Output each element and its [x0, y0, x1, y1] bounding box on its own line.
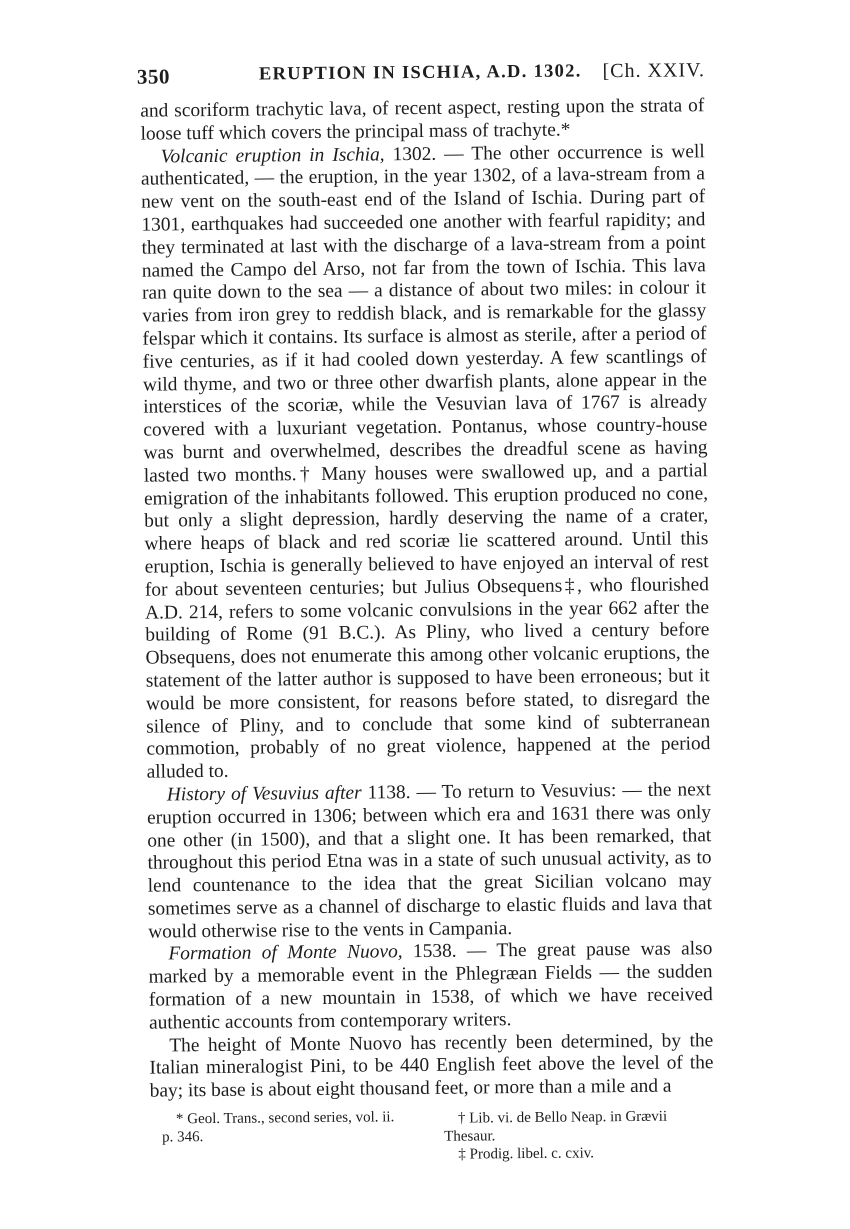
paragraph-ischia-eruption: [141, 141, 711, 785]
paragraph-vesuvius-history: [147, 779, 713, 944]
paragraph-continuation: [140, 95, 704, 146]
chapter-label: [Ch. XXIV.: [602, 59, 706, 83]
running-title: ERUPTION IN ISCHIA, A.D. 1302.: [258, 61, 582, 85]
paragraph-monte-nuovo-height: [149, 1030, 714, 1104]
footnote-star: [162, 1108, 420, 1146]
footnote-star-line1: * Geol. Trans., second series, vol. ii.: [175, 1109, 395, 1128]
footnote-star-line2: p. 346.: [162, 1129, 204, 1146]
paragraph-text: 1302. — The other occurrence is well authenticated, — the eruption, in the year 1302, of a lava-stream from a new vent on the south-east end of the Island of Ischia. During part of 1301, earthquakes had succeeded one another with fearful rapidity; and they terminated at last with the discharge of a lava-stream from a point named the Campo del Arso, not far from the town of Ischia. This lava ran quite down to the sea — a distance of about two miles: in colour it varies from iron grey to reddish black, and is remarkable for the glassy felspar which it contains. Its surface is almost as sterile, after a period of five centuries, as if it had cooled down yesterday. A few scantlings of wild thyme, and two or three other dwarfish plants, alone appear in the interstices of the scoriæ, while the Vesuvian lava of 1767 is already covered with a luxuriant vegetation. Pontanus, whose country-house was burnt and overwhelmed, describes the dreadful scene as having lasted two months.† Many houses were swallowed up, and a partial emigration of the inhabitants followed. This eruption produced no cone, but only a slight depression, hardly deserving the name of a crater, where heaps of black and red scoriæ lie scattered around. Until this eruption, Ischia is generally believed to have enjoyed an interval of rest for about seventeen centuries; but Julius Obsequens‡, who flourished A.D. 214, refers to some volcanic convulsions in the year 662 after the building of Rome (91 B.C.). As Pliny, who lived a century before Obsequens, does not enumerate this among other volcanic eruptions, the statement of the latter author is supposed to have been erroneous; but it would be more consistent, for reasons before stated, to disregard the silence of Pliny, and to conclude that some kind of subterranean commotion, probably of no great violence, happened at the period alluded to.: [140, 140, 711, 783]
section-heading-monte-nuovo: Formation of Monte Nuovo,: [168, 941, 403, 965]
body-text: [140, 95, 714, 1103]
footnote-daggers: [444, 1107, 715, 1164]
page-number: 350: [136, 64, 171, 89]
paragraph-text: The height of Monte Nuovo has recently been determined, by the Italian mineralogist Pini, to be 440 English feet above the level of the bay; its base is about eight thousand feet, or more than a mile and a: [149, 1029, 714, 1102]
footnote-dagger-line2: Thesaur.: [444, 1128, 496, 1145]
page-header: [137, 59, 705, 94]
paragraph-text: and scoriform trachytic lava, of recent aspect, resting upon the strata of loose tuff which covers the principal mass of trachyte.*: [140, 95, 705, 145]
footnote-double-dagger: ‡ Prodig. libel. c. cxiv.: [458, 1145, 595, 1163]
paragraph-text: 1138. — To return to Vesuvius: — the next eruption occurred in 1306; between which era and 1631 there was only one other (in 1500), and that a slight one. It has been remarked, that throughout this period Etna was in a state of such unusual activity, as to lend countenance to the idea that the great Sicilian volcano may sometimes serve as a channel of discharge to elastic fluids and lava that would otherwise rise to the vents in Campania.: [146, 779, 713, 943]
paragraph-text: 1538. — The great pause was also marked by a memorable event in the Phlegræan Fields — the sudden formation of a new mountain in 1538, of which we have received authentic accounts from contemporary writers.: [148, 938, 713, 1034]
section-heading-ischia: Volcanic eruption in Ischia,: [160, 143, 385, 168]
footnotes: [162, 1105, 714, 1163]
footnote-dagger-line1: † Lib. vi. de Bello Neap. in Grævii: [457, 1108, 668, 1127]
section-heading-vesuvius: History of Vesuvius after: [166, 782, 362, 806]
paragraph-monte-nuovo: [148, 939, 713, 1036]
